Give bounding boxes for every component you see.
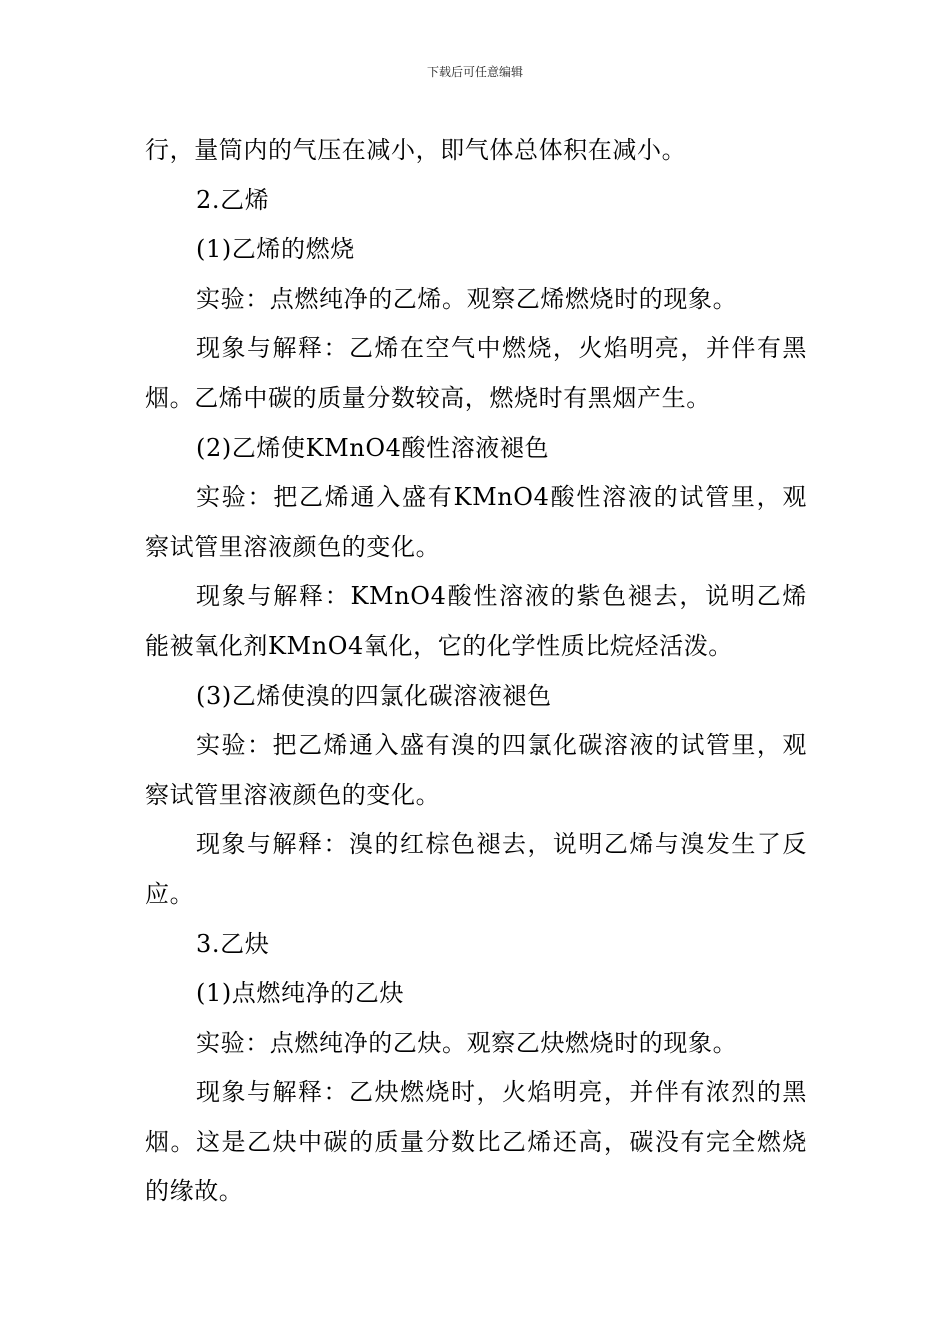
paragraph-experiment: 实验：把乙烯通入盛有溴的四氯化碳溶液的试管里，观察试管里溶液颜色的变化。 — [145, 731, 807, 809]
paragraph-experiment: 实验：点燃纯净的乙炔。观察乙炔燃烧时的现象。 — [196, 1028, 738, 1057]
subheading-ethylene-bromine: (3)乙烯使溴的四氯化碳溶液褪色 — [196, 681, 552, 710]
paragraph-explanation: 现象与解释：溴的红棕色褪去，说明乙烯与溴发生了反应。 — [145, 830, 807, 908]
document-body — [145, 126, 807, 1217]
paragraph-explanation: 现象与解释：乙炔燃烧时，火焰明亮，并伴有浓烈的黑烟。这是乙炔中碳的质量分数比乙烯还高，碳没有完全燃烧的缘故。 — [145, 1078, 807, 1206]
subheading-acetylene-combustion: (1)点燃纯净的乙炔 — [196, 979, 404, 1008]
paragraph-continuation: 行，量筒内的气压在减小，即气体总体积在减小。 — [145, 136, 687, 164]
subheading-ethylene-kmno4: (2)乙烯使KMnO4酸性溶液褪色 — [196, 433, 550, 462]
page-header-note: 下载后可任意编辑 — [426, 65, 523, 79]
paragraph-experiment: 实验：把乙烯通入盛有KMnO4酸性溶液的试管里，观察试管里溶液颜色的变化。 — [145, 483, 807, 561]
section-heading-ethylene: 2.乙烯 — [196, 185, 270, 214]
paragraph-experiment: 实验：点燃纯净的乙烯。观察乙烯燃烧时的现象。 — [196, 284, 738, 313]
subheading-ethylene-combustion: (1)乙烯的燃烧 — [196, 235, 355, 264]
paragraph-explanation: 现象与解释：乙烯在空气中燃烧，火焰明亮，并伴有黑烟。乙烯中碳的质量分数较高，燃烧时有黑烟产生。 — [145, 334, 807, 412]
paragraph-explanation: 现象与解释：KMnO4酸性溶液的紫色褪去，说明乙烯能被氧化剂KMnO4氧化，它的化学性质比烷烃活泼。 — [145, 582, 807, 660]
section-heading-acetylene: 3.乙炔 — [196, 929, 270, 958]
